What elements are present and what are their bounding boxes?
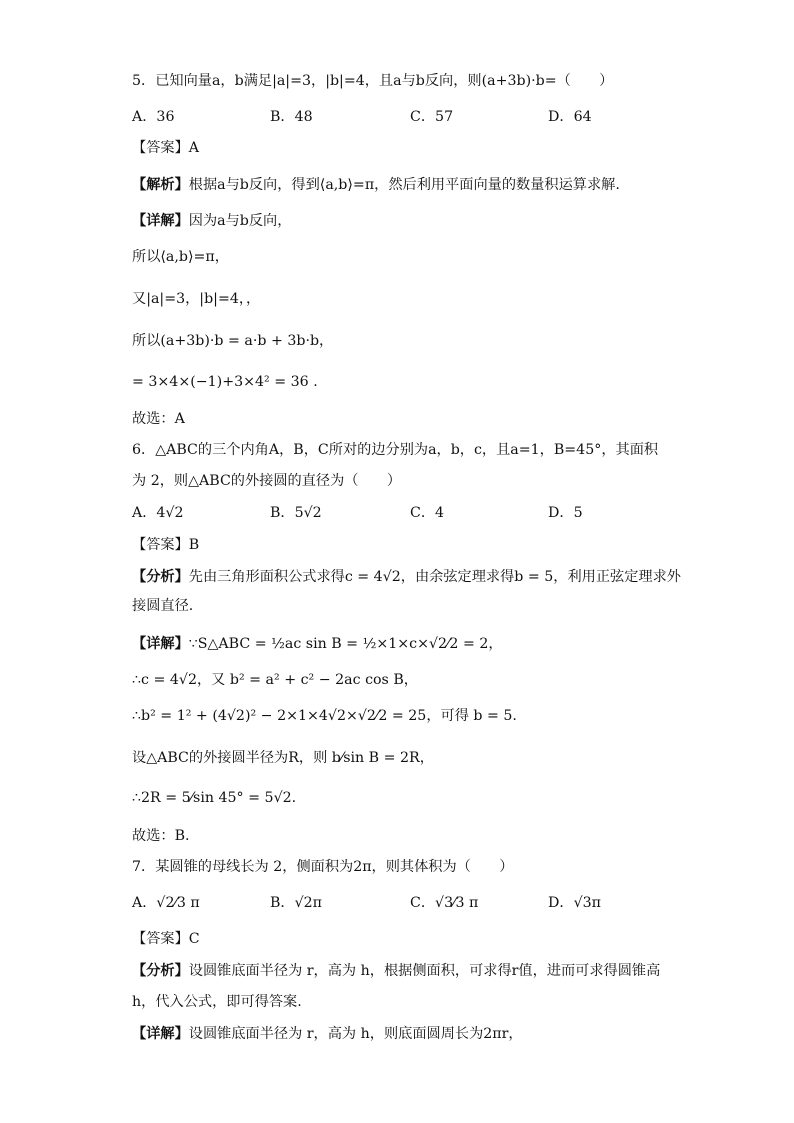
q5-step-1: 所以⟨a,b⟩=π， — [132, 249, 229, 265]
q5-step-4: = 3×4×(−1)+3×4² = 36 . — [132, 374, 318, 390]
q6-option-a: A．4√2 — [132, 505, 184, 521]
q6-step-1: ∴c = 4√2，又 b² = a² + c² − 2ac cos B， — [132, 672, 418, 688]
q5-answer-value: A — [188, 140, 200, 156]
q6-analysis-line-1 — [132, 562, 681, 592]
q7-option-c: C．√3⁄3 π — [410, 895, 479, 911]
q5-question: 5．已知向量a，b满足|a|=3，|b|=4，且a与b反向，则(a+3b)·b=（ ） — [132, 73, 614, 89]
q5-answer — [132, 138, 199, 158]
q6-detail — [132, 622, 503, 666]
q6-analysis-tag: 【分析】 — [132, 569, 189, 585]
q6-answer — [132, 535, 199, 555]
q6-answer-tag: 【答案】 — [132, 537, 189, 553]
q7-answer-tag: 【答案】 — [132, 931, 189, 947]
q7-analysis-line-1 — [132, 961, 660, 981]
q7-analysis-tag: 【分析】 — [132, 963, 189, 979]
q5-option-d: D．64 — [548, 109, 592, 125]
q6-step-3: 设△ABC的外接圆半径为R，则 b⁄sin B = 2R， — [132, 750, 434, 766]
q7-analysis-text: 设圆锥底面半径为 r，高为 h，根据侧面积，可求得r值，进而可求得圆锥高 — [188, 963, 661, 979]
q7-option-a: A．√2⁄3 π — [132, 895, 200, 911]
q7-option-d: D．√3π — [548, 895, 601, 911]
q5-detail-text: 因为a与b反向， — [188, 213, 292, 229]
q6-question-line-1: 6．△ABC的三个内角A，B，C所对的边分别为a，b，c，且a=1，B=45°，其面积 — [132, 442, 659, 458]
q7-detail-tag: 【详解】 — [132, 1026, 189, 1042]
q6-analysis-line-2: 接圆直径. — [132, 598, 194, 614]
q6-detail-tag: 【详解】 — [132, 636, 189, 652]
q7-answer — [132, 929, 200, 949]
q6-answer-value: B — [188, 537, 200, 553]
q5-option-c: C．57 — [410, 109, 454, 125]
q5-step-2: 又|a|=3，|b|=4，， — [132, 291, 261, 307]
q5-option-b: B．48 — [270, 109, 313, 125]
q6-option-d: D．5 — [548, 505, 583, 521]
q5-analysis-text: 根据a与b反向，得到⟨a,b⟩=π，然后利用平面向量的数量积运算求解. — [188, 177, 620, 193]
q7-analysis-line-2: h，代入公式，即可得答案. — [132, 994, 302, 1010]
q5-detail — [132, 211, 291, 231]
q6-step-2: ∴b² = 1² + (4√2)² − 2×1×4√2×√2⁄2 = 25，可得 b = 5. — [132, 708, 517, 724]
q6-step-4: ∴2R = 5⁄sin 45° = 5√2. — [132, 790, 297, 806]
q7-detail — [132, 1024, 523, 1044]
q6-option-b: B．5√2 — [270, 505, 322, 521]
q5-answer-tag: 【答案】 — [132, 140, 189, 156]
q5-detail-tag: 【详解】 — [132, 213, 189, 229]
q7-option-b: B．√2π — [270, 895, 323, 911]
q6-choice: 故选：B. — [132, 828, 190, 844]
q5-analysis-tag: 【解析】 — [132, 177, 189, 193]
q6-question-line-2: 为 2，则△ABC的外接圆的直径为（ ） — [132, 473, 402, 489]
q5-choice: 故选：A — [132, 411, 185, 427]
q5-analysis — [132, 170, 620, 200]
q5-step-3: 所以(a+3b)·b = a·b + 3b·b， — [132, 333, 334, 349]
q6-detail-text: ∵S△ABC = ½ac sin B = ½×1×c×√2⁄2 = 2， — [188, 636, 503, 652]
q5-option-a: A．36 — [132, 109, 175, 125]
q7-answer-value: C — [188, 931, 200, 947]
q7-detail-text: 设圆锥底面半径为 r，高为 h，则底面圆周长为2πr， — [188, 1026, 523, 1042]
q6-analysis-text: 先由三角形面积公式求得c = 4√2，由余弦定理求得b = 5，利用正弦定理求外 — [188, 569, 681, 585]
q6-option-c: C．4 — [410, 505, 445, 521]
q7-question: 7．某圆锥的母线长为 2，侧面积为2π，则其体积为（ ） — [132, 859, 514, 875]
